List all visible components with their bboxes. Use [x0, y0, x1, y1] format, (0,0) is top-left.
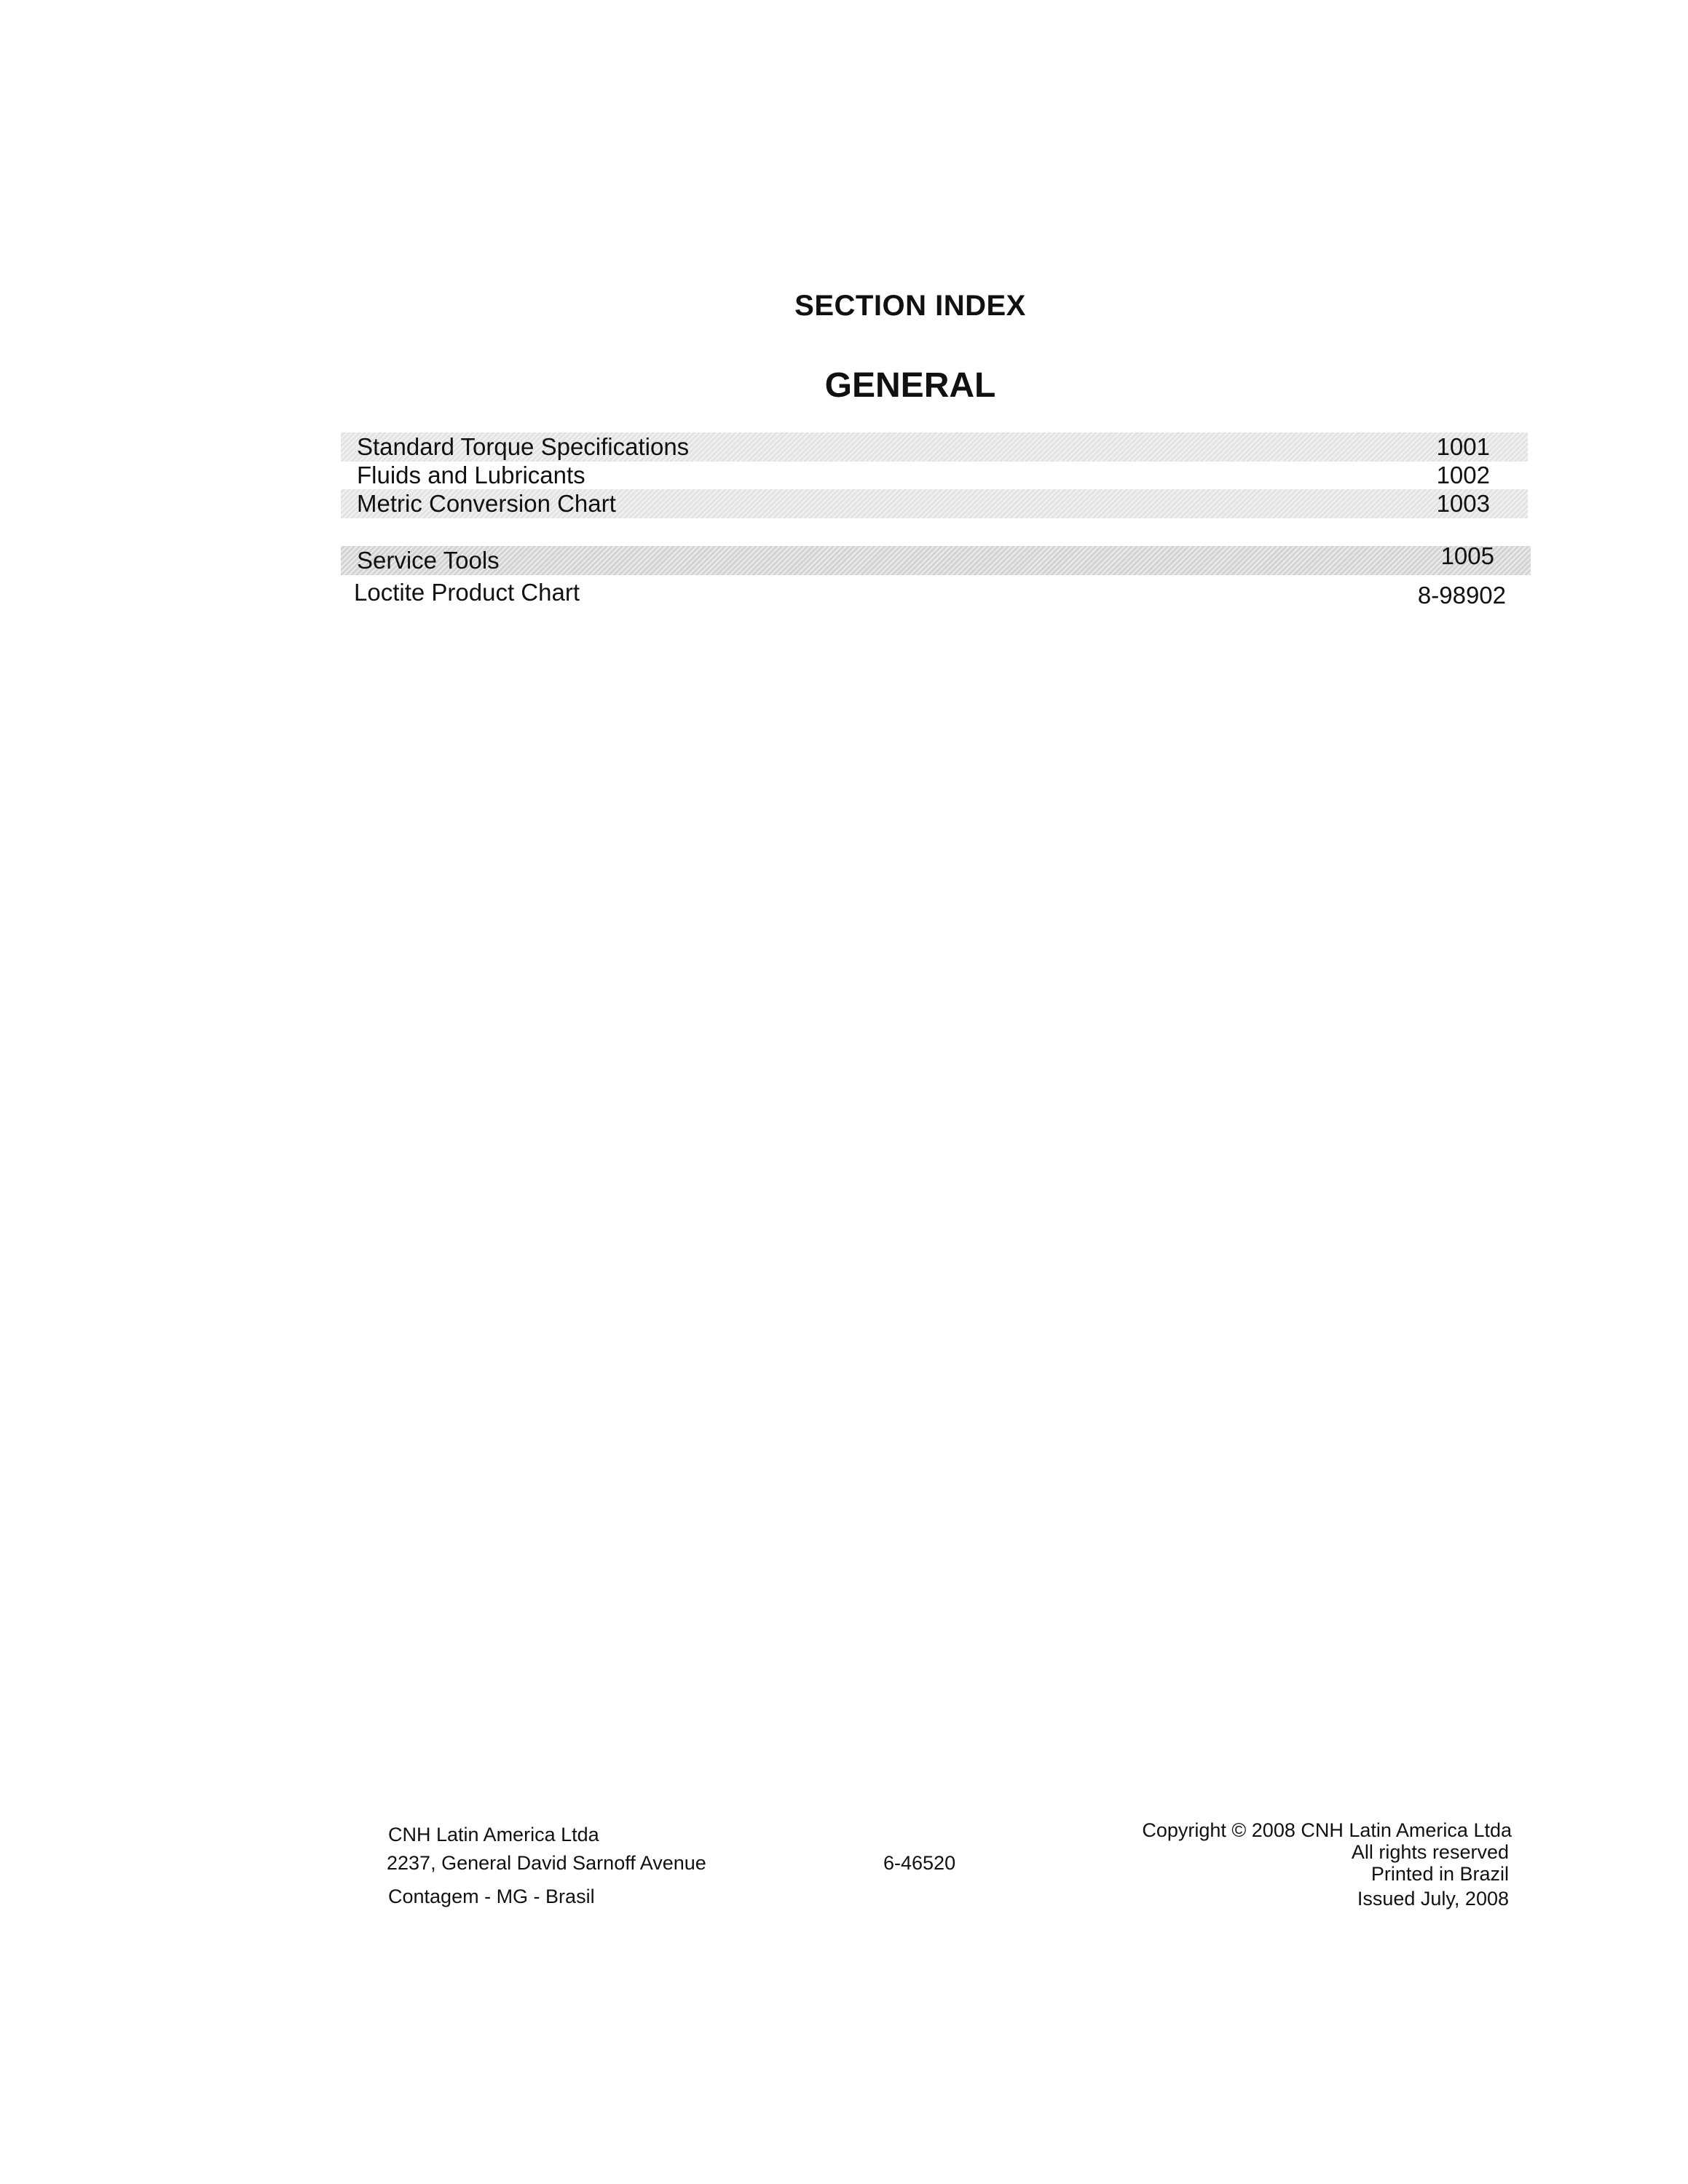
footer-city: Contagem - MG - Brasil [388, 1886, 595, 1907]
index-row-label: Loctite Product Chart [354, 579, 580, 606]
footer-document-number: 6-46520 [883, 1852, 956, 1874]
footer-issued-date: Issued July, 2008 [1357, 1888, 1509, 1910]
footer-rights: All rights reserved [1351, 1841, 1509, 1863]
index-row-fluids-lubricants[interactable] [341, 461, 1528, 490]
index-row-label: Fluids and Lubricants [357, 462, 585, 488]
index-row-code: 1002 [1436, 462, 1490, 488]
index-row-code: 1005 [1440, 542, 1494, 569]
footer-company-name: CNH Latin America Ltda [388, 1824, 599, 1845]
index-row-label: Standard Torque Specifications [357, 433, 690, 460]
index-row-standard-torque[interactable] [341, 432, 1528, 462]
index-row-service-tools[interactable] [341, 542, 1531, 575]
index-row-code: 1001 [1436, 433, 1490, 460]
section-name-title: GENERAL [824, 366, 996, 405]
index-row-label: Metric Conversion Chart [357, 490, 616, 517]
index-row-metric-conversion[interactable] [341, 489, 1528, 518]
index-row-label: Service Tools [357, 547, 500, 574]
section-index-title: SECTION INDEX [794, 290, 1026, 322]
footer-copyright: Copyright © 2008 CNH Latin America Ltda [1142, 1819, 1512, 1841]
index-row-code: 1003 [1436, 490, 1490, 517]
index-row-loctite-chart[interactable] [341, 579, 1528, 609]
footer-printed: Printed in Brazil [1370, 1863, 1509, 1885]
index-row-code: 8-98902 [1417, 582, 1506, 609]
footer-address: 2237, General David Sarnoff Avenue [387, 1852, 706, 1874]
